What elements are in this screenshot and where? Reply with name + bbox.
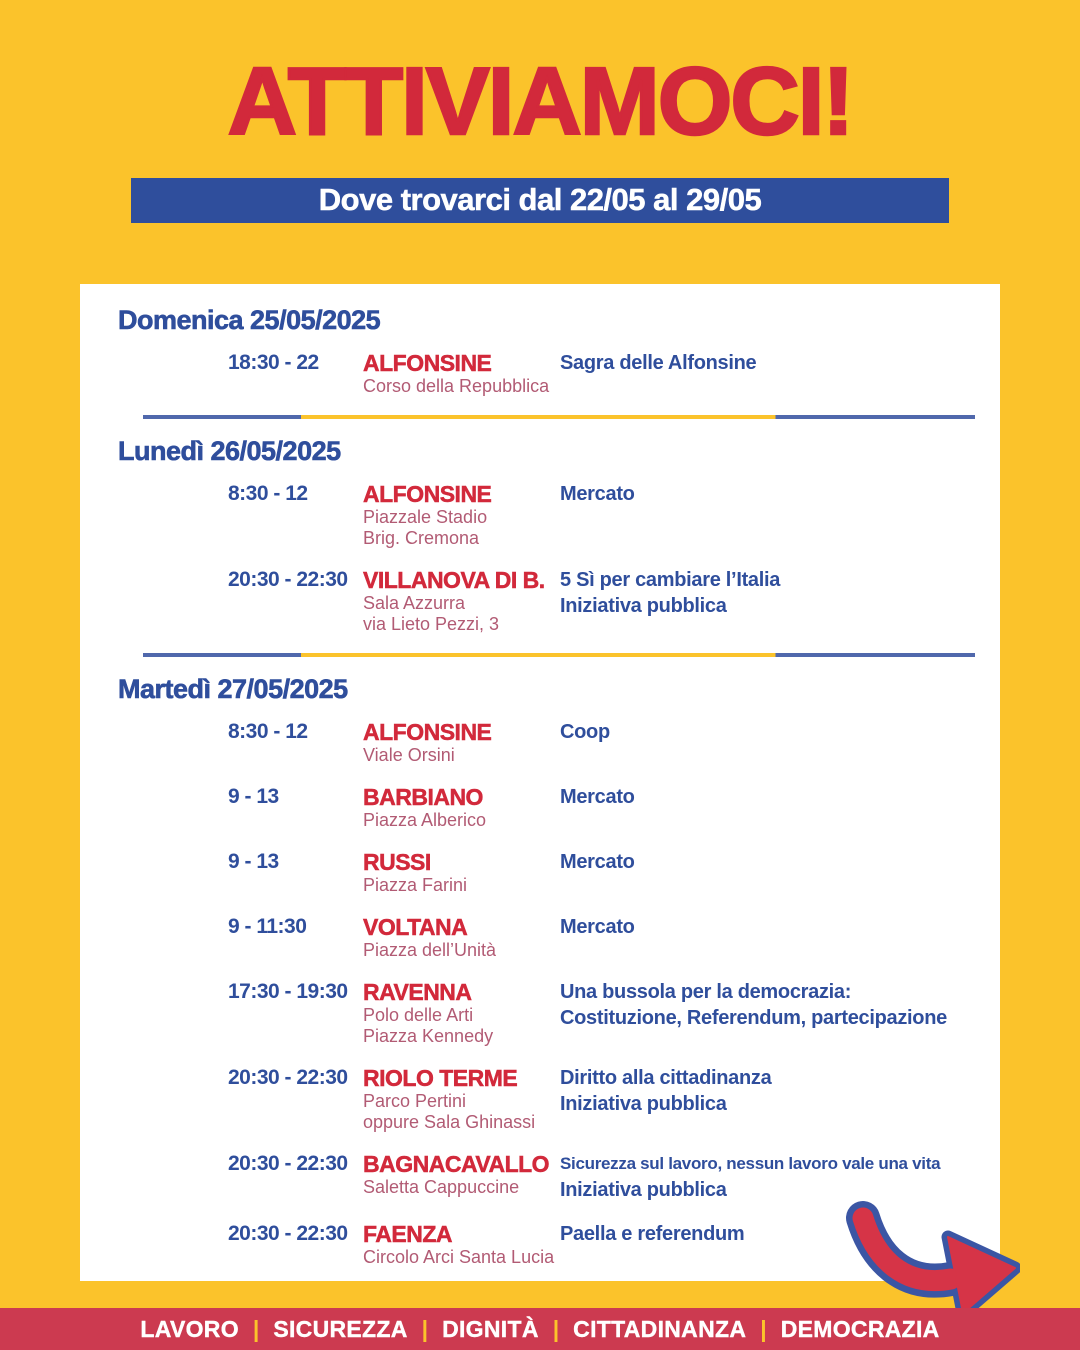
- event-place: [363, 1065, 560, 1133]
- event-description-line: Paella e referendum: [560, 1223, 745, 1245]
- place-address-line: via Lieto Pezzi, 3: [363, 614, 500, 634]
- place-name: VILLANOVA DI B.: [363, 567, 545, 593]
- footer-separator: |: [421, 1315, 429, 1342]
- place-address-line: Piazza dell’Unità: [363, 940, 497, 960]
- footer-item: CITTADINANZA: [573, 1315, 747, 1342]
- footer-separator: |: [252, 1315, 260, 1342]
- day-rows: [118, 481, 970, 635]
- event-time: 9 - 11:30: [228, 915, 307, 938]
- row-indent: [118, 849, 228, 896]
- place-address-line: Viale Orsini: [363, 745, 455, 765]
- day-section: [118, 435, 970, 657]
- day-section: [118, 673, 970, 1268]
- row-indent: [118, 979, 228, 1047]
- row-indent: [118, 567, 228, 635]
- event-description-line: Costituzione, Referendum, partecipazione: [560, 1007, 947, 1029]
- event-description-line: Iniziativa pubblica: [560, 1093, 727, 1115]
- place-name: VOLTANA: [363, 914, 468, 940]
- day-heading: Domenica 25/05/2025: [118, 305, 381, 335]
- event-row: [118, 481, 970, 549]
- row-indent: [118, 350, 228, 397]
- event-description-line: Coop: [560, 721, 610, 743]
- footer-item: DEMOCRAZIA: [780, 1315, 940, 1342]
- event-description-line: Diritto alla cittadinanza: [560, 1067, 772, 1089]
- event-description-line: Mercato: [560, 483, 635, 505]
- place-name: ALFONSINE: [363, 719, 492, 745]
- event-title: [560, 567, 970, 635]
- subtitle-text: Dove trovarci dal 22/05 al 29/05: [318, 182, 762, 218]
- event-row: [118, 784, 970, 831]
- row-indent: [118, 481, 228, 549]
- event-place: [363, 481, 560, 549]
- event-title: [560, 719, 970, 766]
- footer-separator: |: [552, 1315, 560, 1342]
- event-row: [118, 979, 970, 1047]
- place-name: RIOLO TERME: [363, 1065, 518, 1091]
- place-address-line: Circolo Arci Santa Lucia: [363, 1247, 555, 1267]
- place-address-line: Piazza Kennedy: [363, 1026, 494, 1046]
- event-row: [118, 719, 970, 766]
- day-heading: Lunedì 26/05/2025: [118, 436, 341, 466]
- event-time: 8:30 - 12: [228, 482, 308, 505]
- row-indent: [118, 784, 228, 831]
- footer-separator: |: [760, 1315, 767, 1342]
- event-description-line: Una bussola per la democrazia:: [560, 981, 852, 1003]
- event-time: 20:30 - 22:30: [228, 1222, 348, 1245]
- place-address-line: Piazza Farini: [363, 875, 468, 895]
- curved-arrow-icon: [835, 1185, 1020, 1325]
- event-title: [560, 914, 970, 961]
- day-rows: [118, 350, 970, 397]
- place-address-line: Saletta Cappuccine: [363, 1177, 520, 1197]
- footer-item: SICUREZZA: [273, 1315, 408, 1342]
- place-address-line: Corso della Repubblica: [363, 376, 550, 396]
- event-place: [363, 350, 560, 397]
- event-time: 18:30 - 22: [228, 351, 319, 374]
- event-place: [363, 567, 560, 635]
- place-name: ALFONSINE: [363, 350, 492, 376]
- place-name: FAENZA: [363, 1221, 452, 1247]
- place-address-line: oppure Sala Ghinassi: [363, 1112, 536, 1132]
- place-name: RAVENNA: [363, 979, 472, 1005]
- event-row: [118, 1065, 970, 1133]
- day-section: [118, 304, 970, 419]
- section-divider: [143, 653, 975, 657]
- place-name: ALFONSINE: [363, 481, 492, 507]
- event-title: [560, 1065, 970, 1133]
- event-row: [118, 849, 970, 896]
- event-time: 20:30 - 22:30: [228, 1152, 348, 1175]
- place-address-line: Brig. Cremona: [363, 528, 480, 548]
- place-address-line: Sala Azzurra: [363, 593, 466, 613]
- schedule-card: [80, 284, 1000, 1281]
- event-title: [560, 979, 970, 1047]
- event-time: 20:30 - 22:30: [228, 1066, 348, 1089]
- event-place: [363, 849, 560, 896]
- event-place: [363, 1151, 560, 1203]
- event-time: 9 - 13: [228, 785, 279, 808]
- day-heading: Martedì 27/05/2025: [118, 674, 348, 704]
- place-address-line: Piazzale Stadio: [363, 507, 488, 527]
- row-indent: [118, 914, 228, 961]
- place-address-line: Piazza Alberico: [363, 810, 487, 830]
- event-title: [560, 849, 970, 896]
- event-time: 8:30 - 12: [228, 720, 308, 743]
- event-description-line: Sagra delle Alfonsine: [560, 352, 757, 374]
- event-description-line: Mercato: [560, 851, 635, 873]
- place-address-line: Parco Pertini: [363, 1091, 467, 1111]
- event-description-line: Sicurezza sul lavoro, nessun lavoro vale una vita: [560, 1154, 941, 1173]
- event-title: [560, 481, 970, 549]
- event-description-line: Iniziativa pubblica: [560, 1179, 727, 1201]
- event-description-line: 5 Sì per cambiare l’Italia: [560, 569, 781, 591]
- place-address-line: Polo delle Arti: [363, 1005, 474, 1025]
- row-indent: [118, 1221, 228, 1268]
- footer-item: DIGNITÀ: [442, 1315, 539, 1342]
- row-indent: [118, 719, 228, 766]
- place-name: BARBIANO: [363, 784, 483, 810]
- event-time: 17:30 - 19:30: [228, 980, 348, 1003]
- event-title: [560, 784, 970, 831]
- footer-bar: [0, 1308, 1080, 1350]
- subtitle-banner: [131, 178, 949, 223]
- event-place: [363, 979, 560, 1047]
- event-description-line: Mercato: [560, 916, 635, 938]
- row-indent: [118, 1151, 228, 1203]
- event-description-line: Iniziativa pubblica: [560, 595, 727, 617]
- event-place: [363, 914, 560, 961]
- place-name: RUSSI: [363, 849, 431, 875]
- page-title: ATTIVIAMOCI!: [227, 48, 853, 155]
- event-place: [363, 784, 560, 831]
- row-indent: [118, 1065, 228, 1133]
- footer-item: LAVORO: [140, 1315, 239, 1342]
- event-place: [363, 719, 560, 766]
- section-divider: [143, 415, 975, 419]
- event-description-line: Mercato: [560, 786, 635, 808]
- event-title: [560, 350, 970, 397]
- event-row: [118, 567, 970, 635]
- event-time: 20:30 - 22:30: [228, 568, 348, 591]
- place-name: BAGNACAVALLO: [363, 1151, 550, 1177]
- event-row: [118, 914, 970, 961]
- event-place: [363, 1221, 560, 1268]
- event-time: 9 - 13: [228, 850, 279, 873]
- event-row: [118, 350, 970, 397]
